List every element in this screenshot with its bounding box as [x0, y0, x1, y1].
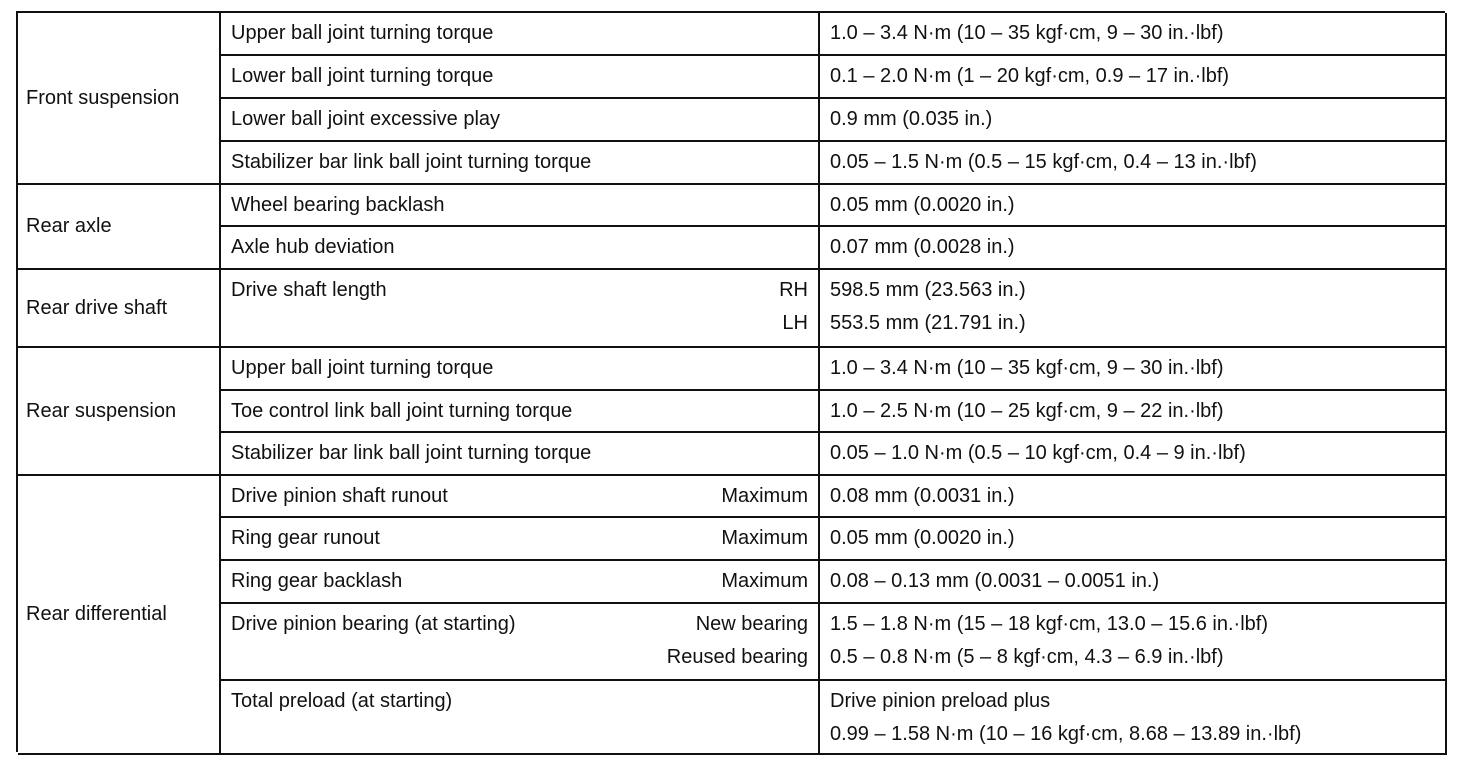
item-label: Stabilizer bar link ball joint turning torque: [221, 142, 820, 185]
category-rear-differential: Rear differential: [18, 476, 221, 755]
item-drive-pinion-bearing: [221, 604, 820, 681]
spec-value: 0.05 – 1.0 N·m (0.5 – 10 kgf·cm, 0.4 – 9 in.·lbf): [820, 433, 1447, 476]
spec-value: 1.0 – 2.5 N·m (10 – 25 kgf·cm, 9 – 22 in.·lbf): [820, 391, 1447, 433]
spec-value: 553.5 mm (21.791 in.): [830, 312, 1026, 334]
item-label: Drive shaft length: [231, 279, 387, 301]
category-rear-drive-shaft: Rear drive shaft: [18, 270, 221, 348]
qualifier-stack: [667, 608, 808, 674]
item-label: Upper ball joint turning torque: [221, 13, 820, 56]
spec-table: [16, 11, 1445, 752]
spec-value: 0.1 – 2.0 N·m (1 – 20 kgf·cm, 0.9 – 17 in.·lbf): [820, 56, 1447, 99]
spec-value: 0.08 – 0.13 mm (0.0031 – 0.0051 in.): [820, 561, 1447, 604]
spec-value-stack: [820, 270, 1447, 348]
spec-value: 0.05 mm (0.0020 in.): [820, 185, 1447, 227]
category-front-suspension: Front suspension: [18, 13, 221, 185]
spec-value: Drive pinion preload plus: [830, 690, 1051, 712]
spec-value: 0.08 mm (0.0031 in.): [820, 476, 1447, 518]
item-ring-gear-backlash: [221, 561, 820, 604]
qualifier: Maximum: [721, 485, 808, 507]
item-label: Ring gear runout: [231, 527, 380, 549]
item-label: Ring gear backlash: [231, 570, 403, 592]
spec-value-stack: [820, 604, 1447, 681]
item-label: Drive pinion shaft runout: [231, 485, 448, 507]
spec-value: 0.5 – 0.8 N·m (5 – 8 kgf·cm, 4.3 – 6.9 in.·lbf): [830, 646, 1224, 668]
category-rear-suspension: Rear suspension: [18, 348, 221, 476]
item-label: Stabilizer bar link ball joint turning torque: [221, 433, 820, 476]
spec-value: 0.9 mm (0.035 in.): [820, 99, 1447, 142]
item-ring-gear-runout: [221, 518, 820, 561]
qualifier-stack: [779, 274, 808, 340]
spec-value: 1.0 – 3.4 N·m (10 – 35 kgf·cm, 9 – 30 in.·lbf): [820, 348, 1447, 391]
item-drive-pinion-shaft-runout: [221, 476, 820, 518]
spec-value: 0.05 – 1.5 N·m (0.5 – 15 kgf·cm, 0.4 – 13 in.·lbf): [820, 142, 1447, 185]
item-label: Upper ball joint turning torque: [221, 348, 820, 391]
item-label: Lower ball joint excessive play: [221, 99, 820, 142]
item-drive-shaft-length: [221, 270, 820, 348]
item-label: Lower ball joint turning torque: [221, 56, 820, 99]
spec-value: 0.99 – 1.58 N·m (10 – 16 kgf·cm, 8.68 – 13.89 in.·lbf): [830, 723, 1302, 745]
item-label: Toe control link ball joint turning torque: [221, 391, 820, 433]
category-rear-axle: Rear axle: [18, 185, 221, 270]
qualifier-new-bearing: New bearing: [695, 613, 808, 635]
spec-value: 1.0 – 3.4 N·m (10 – 35 kgf·cm, 9 – 30 in.·lbf): [820, 13, 1447, 56]
spec-value: 598.5 mm (23.563 in.): [830, 279, 1026, 301]
qualifier-rh: RH: [779, 279, 808, 301]
spec-value: 1.5 – 1.8 N·m (15 – 18 kgf·cm, 13.0 – 15.6 in.·lbf): [830, 613, 1268, 635]
qualifier: Maximum: [721, 570, 808, 592]
item-label: Wheel bearing backlash: [221, 185, 820, 227]
spec-value: 0.07 mm (0.0028 in.): [820, 227, 1447, 270]
item-label: Total preload (at starting): [221, 681, 820, 755]
item-label: Drive pinion bearing (at starting): [231, 613, 516, 635]
qualifier-reused-bearing: Reused bearing: [666, 646, 808, 668]
qualifier: Maximum: [721, 527, 808, 549]
qualifier-lh: LH: [782, 312, 808, 334]
item-label: Axle hub deviation: [221, 227, 820, 270]
spec-value: 0.05 mm (0.0020 in.): [820, 518, 1447, 561]
spec-value-stack: [820, 681, 1447, 755]
